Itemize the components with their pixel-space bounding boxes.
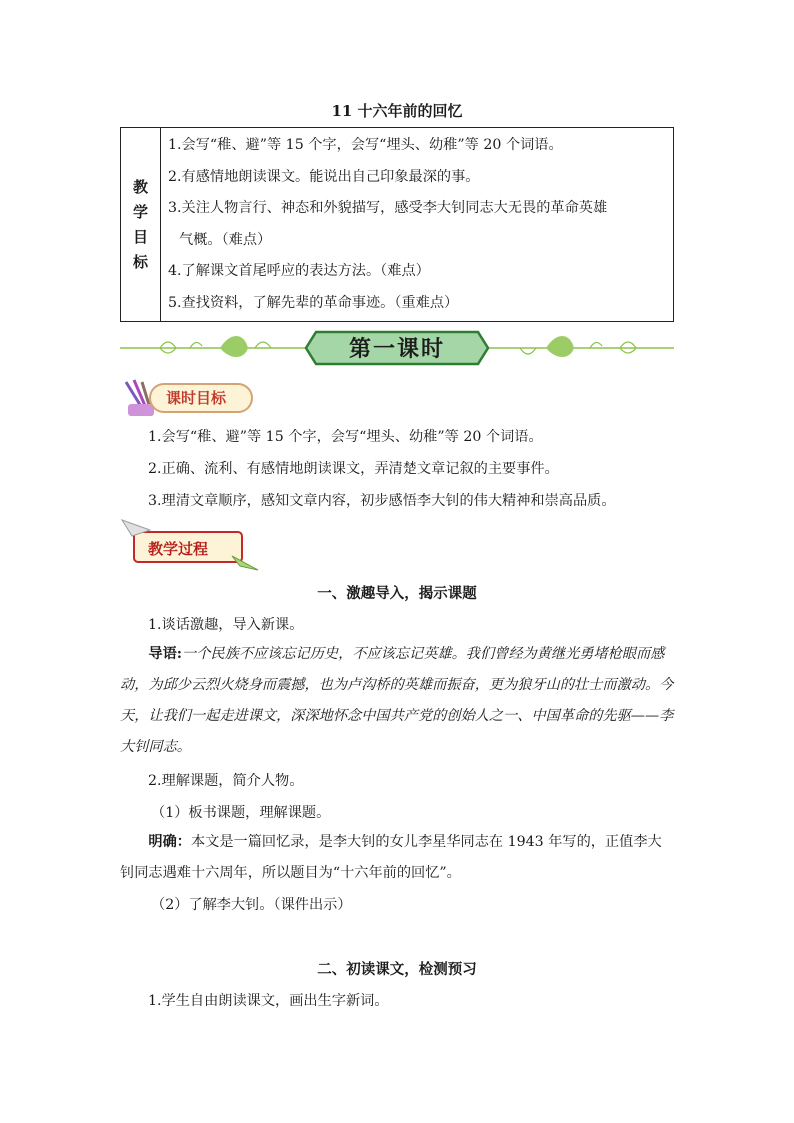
- teaching-goals-list: [161, 128, 674, 322]
- section-heading: 一、激趣导入，揭示课题: [317, 585, 477, 602]
- step-text: 2.理解课题，简介人物。: [148, 773, 304, 789]
- goal-item: 3.关注人物言行、神态和外貌描写，感受李大钊同志大无畏的革命英雄: [168, 200, 608, 216]
- lesson-title: 11 十六年前的回忆: [331, 102, 463, 120]
- goal-item: 2.有感情地朗读课文。能说出自己印象最深的事。: [168, 168, 480, 185]
- goal-item: 1.会写“稚、避”等 15 个字，会写“埋头、幼稚”等 20 个词语。: [168, 137, 563, 153]
- clarify-label: 明确：: [148, 834, 191, 850]
- lesson-period-banner: [120, 326, 674, 370]
- lesson-goal-item: 3.理清文章顺序，感知文章内容，初步感悟李大钊的伟大精神和崇高品质。: [148, 493, 616, 509]
- lesson-period-label: 第一课时: [348, 336, 445, 362]
- intro-paragraph: [120, 639, 674, 763]
- teaching-goals-heading: [121, 128, 161, 322]
- sub-step-text: （2）了解李大钊。（课件出示）: [151, 897, 352, 913]
- intro-text: 一个民族不应该忘记历史，不应该忘记英雄。我们曾经为黄继光勇堵枪眼而感动，为邱少云烈火烧身而震撼，也为卢沟桥的英雄而振奋，更为狼牙山的壮士而激动。今天，让我们一起走进课文，深深地怀念中国共产党的创始人之一、中国革命的先驱——李大钊同志。: [120, 646, 674, 755]
- goal-item: 气概。（难点）: [179, 231, 272, 248]
- teaching-goals-heading-text: 教学目标: [133, 177, 149, 271]
- lesson-goal-badge: [120, 378, 256, 418]
- lesson-goal-label: 课时目标: [166, 389, 227, 407]
- step-text: 1.谈话激趣，导入新课。: [148, 617, 304, 633]
- intro-label: 导语:: [148, 646, 183, 662]
- section-heading: 二、初读课文，检测预习: [317, 961, 477, 978]
- goal-item: 4.了解课文首尾呼应的表达方法。（难点）: [168, 263, 430, 279]
- goal-item: 5.查找资料，了解先辈的革命事迹。（重难点）: [168, 294, 459, 311]
- step-text: 1.学生自由朗读课文，画出生字新词。: [148, 993, 389, 1009]
- sub-step-text: （1）板书课题，理解课题。: [151, 805, 331, 821]
- process-label: 教学过程: [148, 540, 209, 558]
- clarify-paragraph: [120, 827, 674, 889]
- process-badge: [120, 516, 260, 572]
- clarify-text: 本文是一篇回忆录，是李大钊的女儿李星华同志在 1943 年写的，正值李大钊同志遇难十六周年，所以题目为“十六年前的回忆”。: [120, 834, 662, 881]
- teaching-goals-table: [120, 127, 674, 322]
- lesson-goal-item: 1.会写“稚、避”等 15 个字，会写“埋头、幼稚”等 20 个词语。: [148, 429, 543, 445]
- lesson-goal-item: 2.正确、流利、有感情地朗读课文，弄清楚文章记叙的主要事件。: [148, 461, 559, 477]
